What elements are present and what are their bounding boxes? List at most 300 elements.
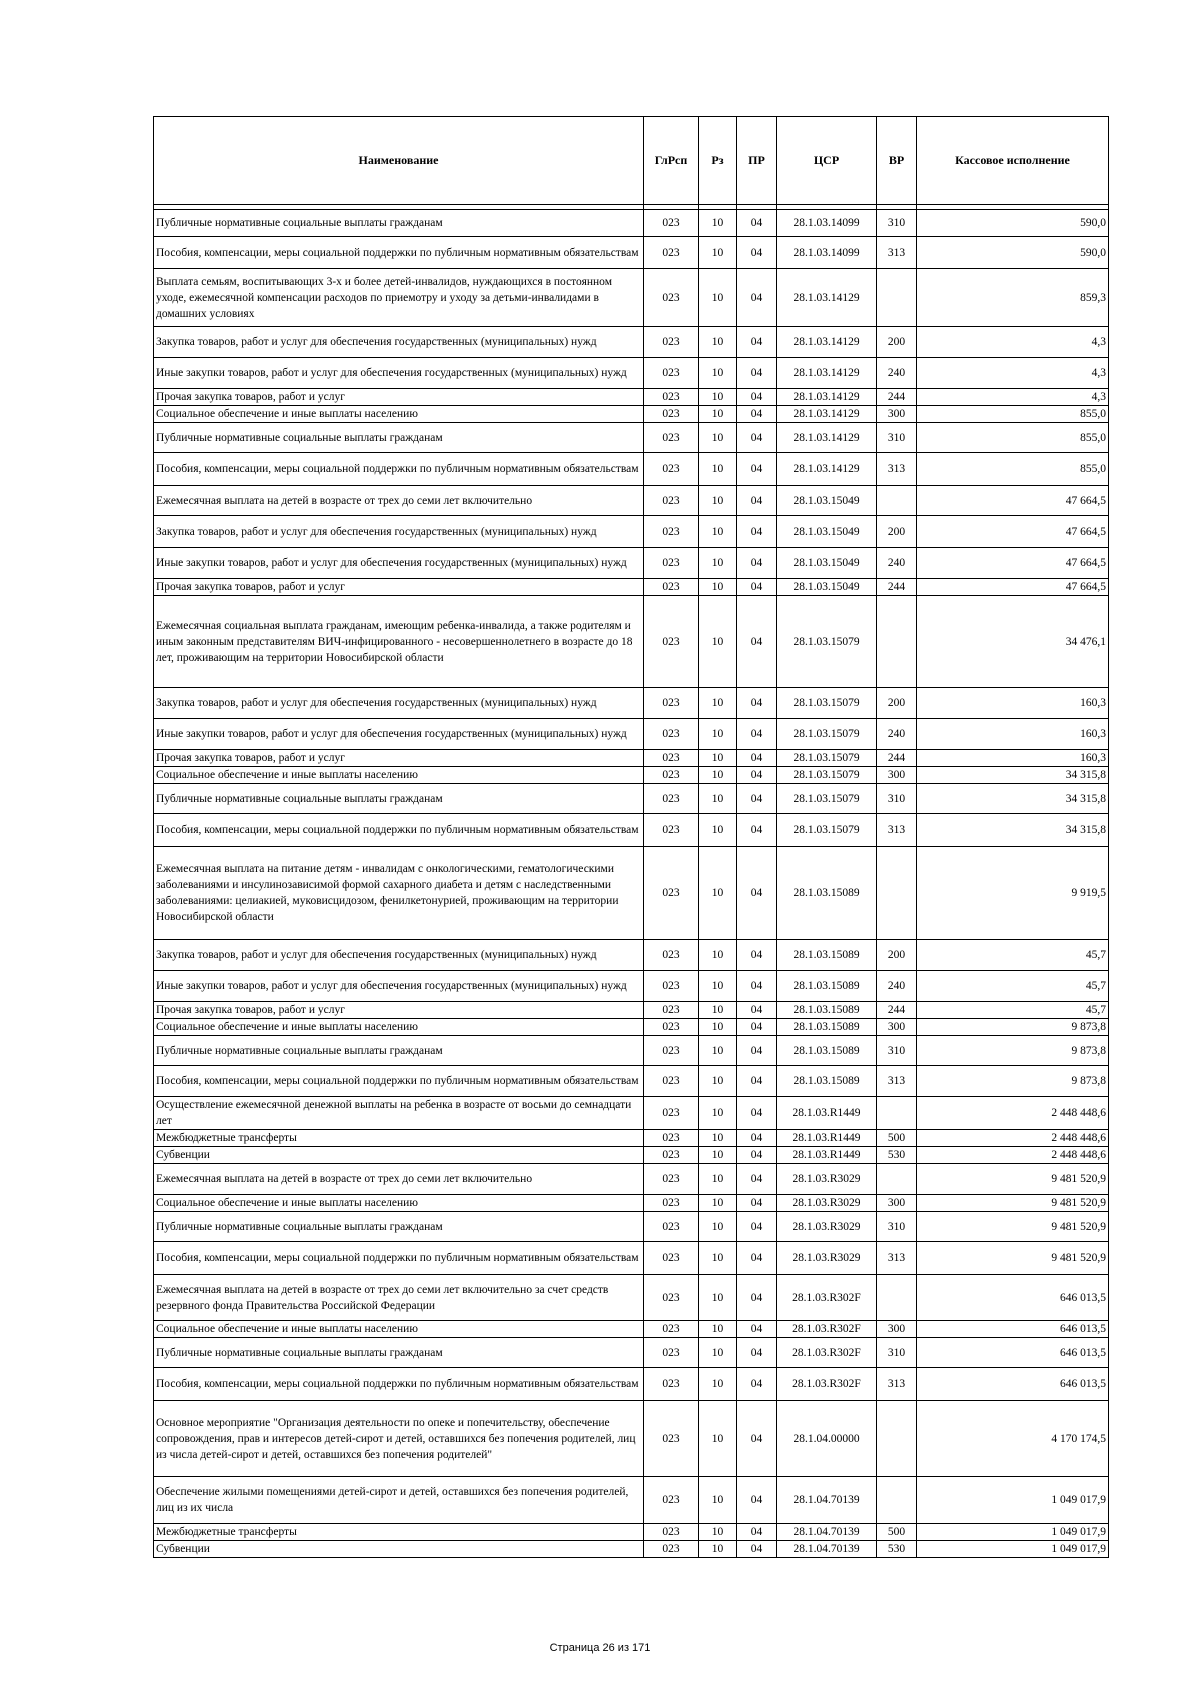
table-row bbox=[154, 389, 1109, 406]
cell-amount: 34 476,1 bbox=[917, 596, 1109, 688]
cell-rz: 10 bbox=[699, 1066, 737, 1097]
cell-vr bbox=[877, 1477, 917, 1524]
cell-pr: 04 bbox=[737, 579, 777, 596]
cell-rz: 10 bbox=[699, 548, 737, 579]
cell-pr: 04 bbox=[737, 596, 777, 688]
table-row bbox=[154, 1242, 1109, 1275]
cell-name: Иные закупки товаров, работ и услуг для обеспечения государственных (муниципальных) нужд bbox=[154, 719, 644, 750]
cell-glrsp: 023 bbox=[644, 940, 699, 971]
table-row bbox=[154, 1368, 1109, 1401]
cell-vr: 500 bbox=[877, 1130, 917, 1147]
cell-amount: 45,7 bbox=[917, 1002, 1109, 1019]
cell-name: Публичные нормативные социальные выплаты гражданам bbox=[154, 784, 644, 814]
cell-csr: 28.1.04.70139 bbox=[777, 1541, 877, 1558]
cell-glrsp: 023 bbox=[644, 1401, 699, 1477]
cell-glrsp: 023 bbox=[644, 579, 699, 596]
cell-glrsp: 023 bbox=[644, 784, 699, 814]
table-row bbox=[154, 579, 1109, 596]
cell-vr: 240 bbox=[877, 719, 917, 750]
table-row bbox=[154, 1164, 1109, 1195]
cell-glrsp: 023 bbox=[644, 327, 699, 358]
cell-rz: 10 bbox=[699, 1541, 737, 1558]
cell-amount: 34 315,8 bbox=[917, 784, 1109, 814]
cell-name: Субвенции bbox=[154, 1147, 644, 1164]
cell-amount: 855,0 bbox=[917, 406, 1109, 423]
table-row bbox=[154, 940, 1109, 971]
cell-amount: 1 049 017,9 bbox=[917, 1541, 1109, 1558]
cell-amount: 9 481 520,9 bbox=[917, 1195, 1109, 1212]
cell-pr: 04 bbox=[737, 1036, 777, 1066]
cell-rz: 10 bbox=[699, 1321, 737, 1338]
cell-vr bbox=[877, 1164, 917, 1195]
cell-amount: 47 664,5 bbox=[917, 579, 1109, 596]
cell-csr: 28.1.03.15079 bbox=[777, 814, 877, 847]
cell-glrsp: 023 bbox=[644, 1524, 699, 1541]
cell-amount: 646 013,5 bbox=[917, 1368, 1109, 1401]
cell-rz: 10 bbox=[699, 767, 737, 784]
cell-vr: 310 bbox=[877, 1036, 917, 1066]
cell-pr: 04 bbox=[737, 1195, 777, 1212]
cell-csr: 28.1.03.R302F bbox=[777, 1321, 877, 1338]
cell-pr: 04 bbox=[737, 847, 777, 940]
cell-name: Публичные нормативные социальные выплаты гражданам bbox=[154, 1036, 644, 1066]
cell-pr: 04 bbox=[737, 237, 777, 269]
cell-rz: 10 bbox=[699, 516, 737, 548]
cell-pr: 04 bbox=[737, 210, 777, 237]
cell-name: Закупка товаров, работ и услуг для обеспечения государственных (муниципальных) нужд bbox=[154, 327, 644, 358]
table-row bbox=[154, 327, 1109, 358]
cell-rz: 10 bbox=[699, 210, 737, 237]
header-csr: ЦСР bbox=[777, 117, 877, 205]
table-row bbox=[154, 971, 1109, 1002]
header-pr: ПР bbox=[737, 117, 777, 205]
cell-pr: 04 bbox=[737, 1275, 777, 1321]
table-row bbox=[154, 1212, 1109, 1242]
table-row bbox=[154, 486, 1109, 516]
cell-name: Публичные нормативные социальные выплаты гражданам bbox=[154, 1212, 644, 1242]
cell-rz: 10 bbox=[699, 423, 737, 453]
table-row bbox=[154, 210, 1109, 237]
cell-rz: 10 bbox=[699, 971, 737, 1002]
cell-csr: 28.1.03.R3029 bbox=[777, 1242, 877, 1275]
cell-name: Социальное обеспечение и иные выплаты населению bbox=[154, 1019, 644, 1036]
cell-amount: 9 873,8 bbox=[917, 1019, 1109, 1036]
cell-rz: 10 bbox=[699, 1242, 737, 1275]
cell-glrsp: 023 bbox=[644, 1212, 699, 1242]
cell-name: Прочая закупка товаров, работ и услуг bbox=[154, 750, 644, 767]
cell-amount: 9 481 520,9 bbox=[917, 1242, 1109, 1275]
cell-csr: 28.1.03.15079 bbox=[777, 596, 877, 688]
cell-pr: 04 bbox=[737, 971, 777, 1002]
cell-pr: 04 bbox=[737, 814, 777, 847]
table-row bbox=[154, 1019, 1109, 1036]
cell-rz: 10 bbox=[699, 1477, 737, 1524]
cell-pr: 04 bbox=[737, 1541, 777, 1558]
cell-glrsp: 023 bbox=[644, 1019, 699, 1036]
cell-vr: 313 bbox=[877, 453, 917, 486]
cell-pr: 04 bbox=[737, 406, 777, 423]
cell-rz: 10 bbox=[699, 1195, 737, 1212]
cell-csr: 28.1.03.R1449 bbox=[777, 1130, 877, 1147]
cell-rz: 10 bbox=[699, 784, 737, 814]
cell-pr: 04 bbox=[737, 1242, 777, 1275]
cell-name: Закупка товаров, работ и услуг для обеспечения государственных (муниципальных) нужд bbox=[154, 516, 644, 548]
cell-pr: 04 bbox=[737, 1164, 777, 1195]
cell-rz: 10 bbox=[699, 1368, 737, 1401]
cell-amount: 4,3 bbox=[917, 358, 1109, 389]
cell-rz: 10 bbox=[699, 237, 737, 269]
cell-rz: 10 bbox=[699, 1275, 737, 1321]
table-row bbox=[154, 767, 1109, 784]
cell-csr: 28.1.03.15079 bbox=[777, 750, 877, 767]
cell-amount: 160,3 bbox=[917, 750, 1109, 767]
cell-pr: 04 bbox=[737, 269, 777, 327]
cell-csr: 28.1.03.14129 bbox=[777, 453, 877, 486]
header-glrsp: ГлРсп bbox=[644, 117, 699, 205]
cell-pr: 04 bbox=[737, 1147, 777, 1164]
cell-glrsp: 023 bbox=[644, 1002, 699, 1019]
cell-pr: 04 bbox=[737, 688, 777, 719]
cell-vr: 310 bbox=[877, 423, 917, 453]
cell-vr bbox=[877, 269, 917, 327]
cell-rz: 10 bbox=[699, 389, 737, 406]
cell-amount: 45,7 bbox=[917, 971, 1109, 1002]
cell-glrsp: 023 bbox=[644, 814, 699, 847]
table-row bbox=[154, 453, 1109, 486]
cell-amount: 45,7 bbox=[917, 940, 1109, 971]
cell-amount: 4,3 bbox=[917, 327, 1109, 358]
cell-vr: 310 bbox=[877, 1338, 917, 1368]
cell-name: Иные закупки товаров, работ и услуг для обеспечения государственных (муниципальных) нужд bbox=[154, 971, 644, 1002]
cell-pr: 04 bbox=[737, 516, 777, 548]
cell-csr: 28.1.03.R3029 bbox=[777, 1164, 877, 1195]
cell-name: Ежемесячная выплата на питание детям - инвалидам с онкологическими, гематологическими заболеваниями и инсулинозависимой формой сахарного диабета и детям с наследственными заболеваниями: целиакией, муковисцидозом, фенилкетонурией, проживающим на территории Новосибирской области bbox=[154, 847, 644, 940]
cell-glrsp: 023 bbox=[644, 406, 699, 423]
cell-rz: 10 bbox=[699, 579, 737, 596]
cell-vr: 300 bbox=[877, 1195, 917, 1212]
table-row bbox=[154, 1097, 1109, 1130]
cell-vr bbox=[877, 486, 917, 516]
cell-name: Публичные нормативные социальные выплаты гражданам bbox=[154, 210, 644, 237]
cell-rz: 10 bbox=[699, 750, 737, 767]
table-row bbox=[154, 784, 1109, 814]
cell-rz: 10 bbox=[699, 358, 737, 389]
cell-glrsp: 023 bbox=[644, 237, 699, 269]
cell-amount: 855,0 bbox=[917, 423, 1109, 453]
table-row bbox=[154, 237, 1109, 269]
cell-amount: 160,3 bbox=[917, 688, 1109, 719]
table-header-row bbox=[154, 117, 1109, 205]
cell-csr: 28.1.03.R3029 bbox=[777, 1195, 877, 1212]
cell-glrsp: 023 bbox=[644, 719, 699, 750]
cell-name: Осуществление ежемесячной денежной выплаты на ребенка в возрасте от восьми до семнадцати лет bbox=[154, 1097, 644, 1130]
cell-pr: 04 bbox=[737, 1338, 777, 1368]
cell-rz: 10 bbox=[699, 1212, 737, 1242]
cell-csr: 28.1.03.15089 bbox=[777, 940, 877, 971]
cell-rz: 10 bbox=[699, 1019, 737, 1036]
cell-rz: 10 bbox=[699, 1401, 737, 1477]
cell-glrsp: 023 bbox=[644, 453, 699, 486]
table-body bbox=[154, 205, 1109, 1558]
cell-rz: 10 bbox=[699, 1338, 737, 1368]
cell-rz: 10 bbox=[699, 1002, 737, 1019]
cell-glrsp: 023 bbox=[644, 1477, 699, 1524]
cell-csr: 28.1.03.15079 bbox=[777, 688, 877, 719]
cell-vr: 244 bbox=[877, 579, 917, 596]
table-row bbox=[154, 406, 1109, 423]
cell-csr: 28.1.03.15089 bbox=[777, 1019, 877, 1036]
cell-vr: 300 bbox=[877, 1321, 917, 1338]
cell-amount: 9 873,8 bbox=[917, 1066, 1109, 1097]
cell-glrsp: 023 bbox=[644, 516, 699, 548]
cell-vr: 313 bbox=[877, 814, 917, 847]
cell-glrsp: 023 bbox=[644, 548, 699, 579]
cell-name: Публичные нормативные социальные выплаты гражданам bbox=[154, 423, 644, 453]
cell-name: Социальное обеспечение и иные выплаты населению bbox=[154, 1195, 644, 1212]
table-row bbox=[154, 269, 1109, 327]
cell-csr: 28.1.03.15089 bbox=[777, 971, 877, 1002]
cell-rz: 10 bbox=[699, 1097, 737, 1130]
cell-amount: 859,3 bbox=[917, 269, 1109, 327]
cell-name: Социальное обеспечение и иные выплаты населению bbox=[154, 406, 644, 423]
cell-vr: 244 bbox=[877, 750, 917, 767]
table-row bbox=[154, 688, 1109, 719]
cell-amount: 590,0 bbox=[917, 237, 1109, 269]
cell-pr: 04 bbox=[737, 453, 777, 486]
cell-glrsp: 023 bbox=[644, 358, 699, 389]
cell-glrsp: 023 bbox=[644, 423, 699, 453]
cell-amount: 4 170 174,5 bbox=[917, 1401, 1109, 1477]
table-row bbox=[154, 847, 1109, 940]
cell-csr: 28.1.03.R302F bbox=[777, 1368, 877, 1401]
cell-pr: 04 bbox=[737, 784, 777, 814]
cell-amount: 646 013,5 bbox=[917, 1275, 1109, 1321]
cell-vr: 300 bbox=[877, 406, 917, 423]
cell-amount: 47 664,5 bbox=[917, 548, 1109, 579]
cell-rz: 10 bbox=[699, 486, 737, 516]
cell-csr: 28.1.03.15079 bbox=[777, 719, 877, 750]
cell-vr: 313 bbox=[877, 1368, 917, 1401]
cell-pr: 04 bbox=[737, 486, 777, 516]
cell-glrsp: 023 bbox=[644, 486, 699, 516]
cell-vr: 240 bbox=[877, 548, 917, 579]
cell-vr: 200 bbox=[877, 688, 917, 719]
cell-glrsp: 023 bbox=[644, 971, 699, 1002]
cell-amount: 9 481 520,9 bbox=[917, 1212, 1109, 1242]
cell-name: Межбюджетные трансферты bbox=[154, 1130, 644, 1147]
cell-csr: 28.1.03.14129 bbox=[777, 327, 877, 358]
cell-vr: 240 bbox=[877, 358, 917, 389]
cell-glrsp: 023 bbox=[644, 847, 699, 940]
cell-csr: 28.1.03.15049 bbox=[777, 516, 877, 548]
cell-name: Ежемесячная выплата на детей в возрасте от трех до семи лет включительно за счет средств резервного фонда Правительства Российской Федерации bbox=[154, 1275, 644, 1321]
cell-glrsp: 023 bbox=[644, 1195, 699, 1212]
cell-amount: 34 315,8 bbox=[917, 767, 1109, 784]
table-row bbox=[154, 1477, 1109, 1524]
cell-csr: 28.1.03.15079 bbox=[777, 784, 877, 814]
cell-csr: 28.1.03.14129 bbox=[777, 389, 877, 406]
cell-rz: 10 bbox=[699, 1164, 737, 1195]
cell-amount: 646 013,5 bbox=[917, 1321, 1109, 1338]
cell-amount: 2 448 448,6 bbox=[917, 1130, 1109, 1147]
cell-name: Закупка товаров, работ и услуг для обеспечения государственных (муниципальных) нужд bbox=[154, 688, 644, 719]
cell-amount: 9 481 520,9 bbox=[917, 1164, 1109, 1195]
table-row bbox=[154, 1541, 1109, 1558]
cell-name: Прочая закупка товаров, работ и услуг bbox=[154, 389, 644, 406]
cell-vr: 200 bbox=[877, 327, 917, 358]
cell-rz: 10 bbox=[699, 1524, 737, 1541]
table-row bbox=[154, 596, 1109, 688]
cell-name: Закупка товаров, работ и услуг для обеспечения государственных (муниципальных) нужд bbox=[154, 940, 644, 971]
cell-glrsp: 023 bbox=[644, 1242, 699, 1275]
table-row bbox=[154, 423, 1109, 453]
cell-name: Межбюджетные трансферты bbox=[154, 1524, 644, 1541]
cell-pr: 04 bbox=[737, 423, 777, 453]
cell-name: Ежемесячная социальная выплата гражданам, имеющим ребенка-инвалида, а также родителям и иным законным представителям ВИЧ-инфицированного - несовершеннолетнего в возрасте до 18 лет, проживающим на территории Новосибирской области bbox=[154, 596, 644, 688]
cell-vr: 200 bbox=[877, 940, 917, 971]
cell-name: Обеспечение жилыми помещениями детей-сирот и детей, оставшихся без попечения родителей, лиц из их числа bbox=[154, 1477, 644, 1524]
budget-table bbox=[153, 116, 1109, 1558]
cell-rz: 10 bbox=[699, 596, 737, 688]
cell-csr: 28.1.04.70139 bbox=[777, 1477, 877, 1524]
cell-glrsp: 023 bbox=[644, 1368, 699, 1401]
cell-vr bbox=[877, 596, 917, 688]
cell-name: Пособия, компенсации, меры социальной поддержки по публичным нормативным обязательствам bbox=[154, 237, 644, 269]
cell-amount: 9 919,5 bbox=[917, 847, 1109, 940]
cell-rz: 10 bbox=[699, 1147, 737, 1164]
cell-vr: 313 bbox=[877, 1066, 917, 1097]
cell-glrsp: 023 bbox=[644, 688, 699, 719]
cell-pr: 04 bbox=[737, 1368, 777, 1401]
cell-glrsp: 023 bbox=[644, 1321, 699, 1338]
cell-vr bbox=[877, 847, 917, 940]
cell-glrsp: 023 bbox=[644, 1147, 699, 1164]
cell-csr: 28.1.03.15049 bbox=[777, 579, 877, 596]
cell-csr: 28.1.03.14099 bbox=[777, 210, 877, 237]
cell-rz: 10 bbox=[699, 406, 737, 423]
cell-csr: 28.1.03.R1449 bbox=[777, 1097, 877, 1130]
cell-amount: 47 664,5 bbox=[917, 486, 1109, 516]
cell-pr: 04 bbox=[737, 1019, 777, 1036]
table-row bbox=[154, 1002, 1109, 1019]
cell-rz: 10 bbox=[699, 847, 737, 940]
cell-name: Субвенции bbox=[154, 1541, 644, 1558]
cell-name: Пособия, компенсации, меры социальной поддержки по публичным нормативным обязательствам bbox=[154, 814, 644, 847]
cell-vr bbox=[877, 1097, 917, 1130]
cell-pr: 04 bbox=[737, 358, 777, 389]
cell-pr: 04 bbox=[737, 767, 777, 784]
header-rz: Рз bbox=[699, 117, 737, 205]
table-row bbox=[154, 1275, 1109, 1321]
table-row bbox=[154, 1524, 1109, 1541]
cell-glrsp: 023 bbox=[644, 767, 699, 784]
cell-glrsp: 023 bbox=[644, 269, 699, 327]
cell-glrsp: 023 bbox=[644, 1097, 699, 1130]
cell-amount: 1 049 017,9 bbox=[917, 1524, 1109, 1541]
cell-glrsp: 023 bbox=[644, 1164, 699, 1195]
header-vr: ВР bbox=[877, 117, 917, 205]
cell-amount: 160,3 bbox=[917, 719, 1109, 750]
cell-pr: 04 bbox=[737, 1477, 777, 1524]
cell-name: Пособия, компенсации, меры социальной поддержки по публичным нормативным обязательствам bbox=[154, 1066, 644, 1097]
cell-csr: 28.1.03.R302F bbox=[777, 1275, 877, 1321]
cell-pr: 04 bbox=[737, 1524, 777, 1541]
cell-csr: 28.1.03.15049 bbox=[777, 548, 877, 579]
table-row bbox=[154, 1147, 1109, 1164]
cell-pr: 04 bbox=[737, 1401, 777, 1477]
cell-vr: 530 bbox=[877, 1541, 917, 1558]
cell-vr: 200 bbox=[877, 516, 917, 548]
cell-pr: 04 bbox=[737, 548, 777, 579]
cell-name: Ежемесячная выплата на детей в возрасте от трех до семи лет включительно bbox=[154, 1164, 644, 1195]
cell-csr: 28.1.03.15089 bbox=[777, 1002, 877, 1019]
cell-glrsp: 023 bbox=[644, 1275, 699, 1321]
table-row bbox=[154, 719, 1109, 750]
cell-name: Пособия, компенсации, меры социальной поддержки по публичным нормативным обязательствам bbox=[154, 1368, 644, 1401]
cell-glrsp: 023 bbox=[644, 389, 699, 406]
cell-rz: 10 bbox=[699, 1130, 737, 1147]
cell-rz: 10 bbox=[699, 719, 737, 750]
cell-vr: 300 bbox=[877, 1019, 917, 1036]
cell-pr: 04 bbox=[737, 389, 777, 406]
cell-vr: 500 bbox=[877, 1524, 917, 1541]
cell-amount: 2 448 448,6 bbox=[917, 1097, 1109, 1130]
cell-csr: 28.1.03.15049 bbox=[777, 486, 877, 516]
cell-name: Иные закупки товаров, работ и услуг для обеспечения государственных (муниципальных) нужд bbox=[154, 548, 644, 579]
cell-vr bbox=[877, 1275, 917, 1321]
cell-csr: 28.1.03.R3029 bbox=[777, 1212, 877, 1242]
header-amount: Кассовое исполнение bbox=[917, 117, 1109, 205]
cell-amount: 590,0 bbox=[917, 210, 1109, 237]
cell-rz: 10 bbox=[699, 688, 737, 719]
cell-glrsp: 023 bbox=[644, 1338, 699, 1368]
cell-csr: 28.1.03.14129 bbox=[777, 269, 877, 327]
cell-amount: 9 873,8 bbox=[917, 1036, 1109, 1066]
cell-name: Ежемесячная выплата на детей в возрасте от трех до семи лет включительно bbox=[154, 486, 644, 516]
cell-glrsp: 023 bbox=[644, 596, 699, 688]
cell-csr: 28.1.03.15089 bbox=[777, 847, 877, 940]
cell-csr: 28.1.03.15089 bbox=[777, 1036, 877, 1066]
cell-pr: 04 bbox=[737, 1321, 777, 1338]
cell-amount: 2 448 448,6 bbox=[917, 1147, 1109, 1164]
cell-vr: 530 bbox=[877, 1147, 917, 1164]
cell-name: Прочая закупка товаров, работ и услуг bbox=[154, 579, 644, 596]
table-row bbox=[154, 750, 1109, 767]
cell-pr: 04 bbox=[737, 1212, 777, 1242]
cell-csr: 28.1.03.14129 bbox=[777, 358, 877, 389]
cell-glrsp: 023 bbox=[644, 1130, 699, 1147]
cell-vr: 240 bbox=[877, 971, 917, 1002]
cell-csr: 28.1.03.R1449 bbox=[777, 1147, 877, 1164]
cell-rz: 10 bbox=[699, 940, 737, 971]
cell-pr: 04 bbox=[737, 750, 777, 767]
cell-rz: 10 bbox=[699, 453, 737, 486]
cell-pr: 04 bbox=[737, 1066, 777, 1097]
cell-rz: 10 bbox=[699, 269, 737, 327]
cell-glrsp: 023 bbox=[644, 1036, 699, 1066]
cell-pr: 04 bbox=[737, 1097, 777, 1130]
table-row bbox=[154, 1401, 1109, 1477]
cell-amount: 855,0 bbox=[917, 453, 1109, 486]
cell-rz: 10 bbox=[699, 1036, 737, 1066]
cell-vr bbox=[877, 1401, 917, 1477]
cell-csr: 28.1.04.00000 bbox=[777, 1401, 877, 1477]
table-row bbox=[154, 1195, 1109, 1212]
cell-vr: 313 bbox=[877, 1242, 917, 1275]
cell-amount: 646 013,5 bbox=[917, 1338, 1109, 1368]
cell-name: Прочая закупка товаров, работ и услуг bbox=[154, 1002, 644, 1019]
table-row bbox=[154, 814, 1109, 847]
